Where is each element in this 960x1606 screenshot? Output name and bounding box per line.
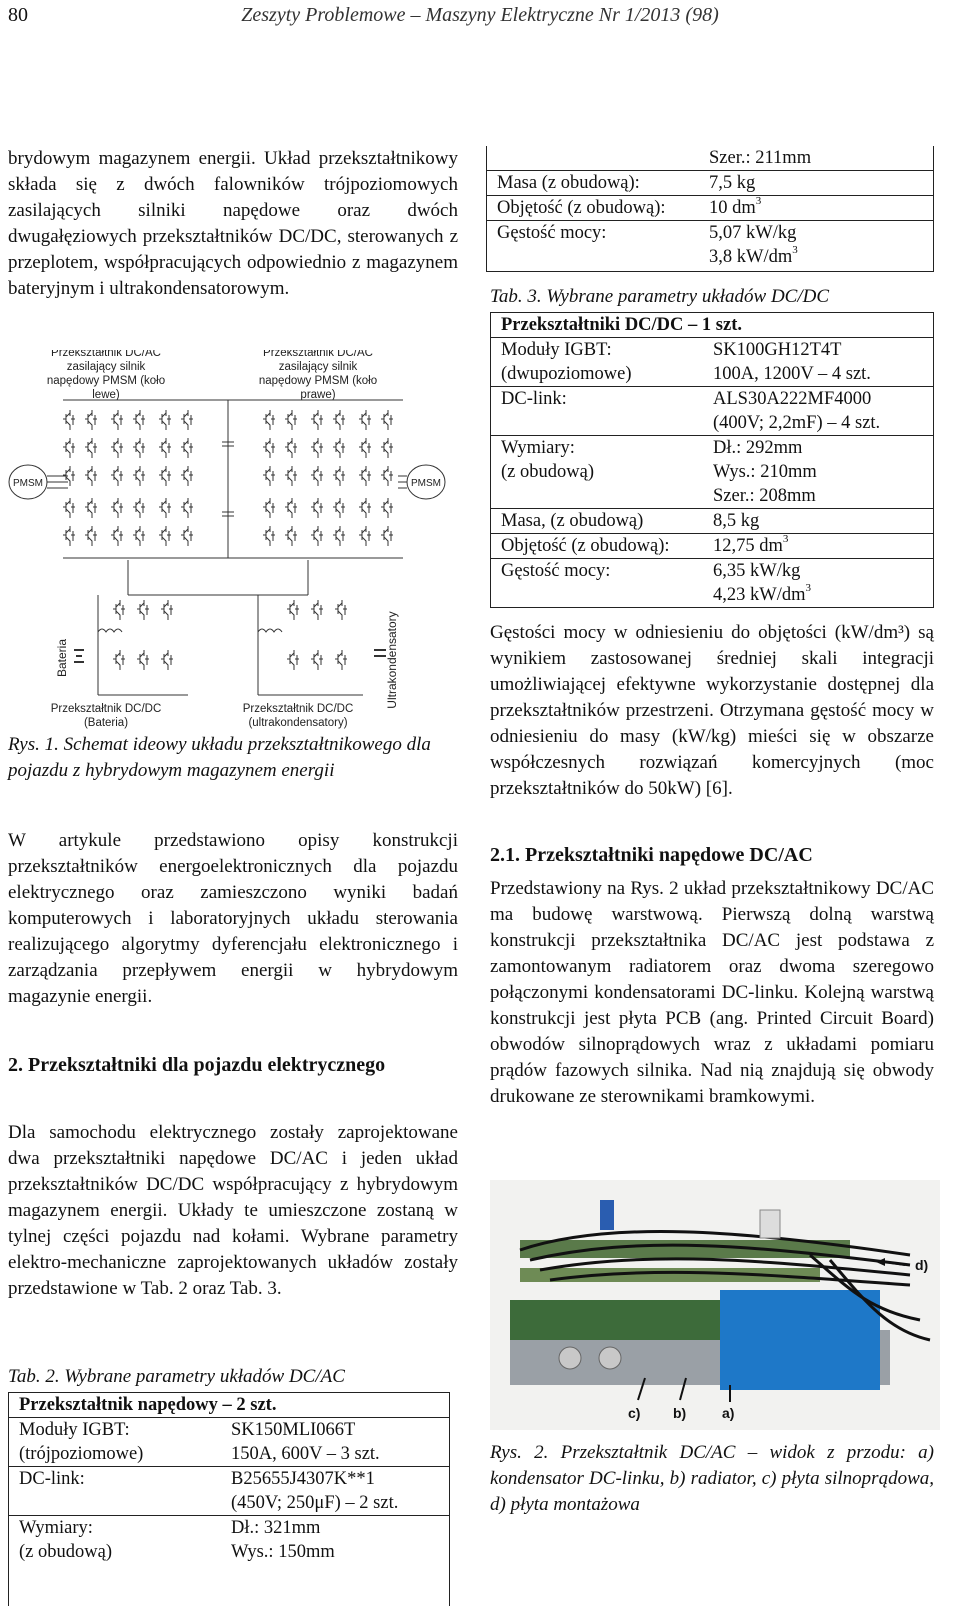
fig2-label-a: a) [722, 1405, 735, 1421]
tab2c-sup: 3 [792, 244, 798, 256]
igbt-switch [285, 410, 297, 430]
caption-text: Rys. 2. Przekształtnik DC/AC – widok z przodu: a) kondensator DC-linku, b) radiator, c) płyta silnoprądowa, d) płyta montażowa [490, 1442, 934, 1515]
igbt-switch [285, 466, 297, 486]
converter-photo-illustration [490, 1180, 940, 1430]
caption-text: Tab. 3. Wybrane parametry układów DC/DC [490, 286, 830, 307]
tab2-cell: DC-link: [19, 1469, 85, 1489]
tab2-cell: Wys.: 150mm [231, 1542, 335, 1562]
tab3-cell: Wymiary: [501, 438, 575, 458]
igbt-switch [113, 600, 125, 620]
figure-2-caption [490, 1440, 934, 1518]
tab3-cell: DC-link: [501, 389, 567, 409]
igbt-switch [85, 466, 97, 486]
tab2-cell: 150A, 600V – 3 szt. [231, 1444, 380, 1464]
table-2-caption [8, 1364, 458, 1390]
tab3-cell: (dwupoziomowe) [501, 364, 632, 384]
igbt-switch [381, 498, 393, 518]
tab3-cell: Moduły IGBT: [501, 340, 612, 360]
igbt-switch [161, 650, 173, 670]
caption-text: Rys. 1. Schemat ideowy układu przekształtnikowego dla pojazdu z hybrydowym magazynem energii [8, 734, 431, 781]
igbt-switch [311, 410, 323, 430]
paragraph-text: Dla samochodu elektrycznego zostały zaprojektowane dwa przekształtniki napędowe DC/AC i jeden układ przekształtników DC/DC współpracujący z hybrydowym magazynem energii. Układy te umieszczone zostaną w tylnej części pojazdu nad kołami. Wybrane parametry elektro-mechaniczne zaprojektowanych układów zostały przedstawione w Tab. 2 oraz Tab. 3. [8, 1122, 458, 1299]
tab2c-key: Gęstość mocy: [497, 223, 607, 243]
journal-title: Zeszyty Problemowe – Maszyny Elektryczne Nr 1/2013 (98) [241, 4, 719, 26]
igbt-switch [133, 498, 145, 518]
tab2c-key: Masa (z obudową): [497, 173, 640, 193]
fig1-label-tl-3: napędowy PMSM (koło [46, 375, 166, 387]
tab3-cell: Objętość (z obudową): [501, 536, 670, 556]
tab3-cell: 6,35 kW/kg [713, 561, 801, 581]
igbt-switch [381, 466, 393, 486]
tab2c-sup: 3 [755, 195, 762, 207]
igbt-switch [285, 498, 297, 518]
tab3-sup: 3 [782, 533, 789, 545]
igbt-switch [85, 410, 97, 430]
igbt-switch [133, 466, 145, 486]
tab3-cell: 100A, 1200V – 4 szt. [713, 364, 871, 384]
igbt-switch [181, 438, 193, 458]
fig1-label-br-1: Przekształtnik DC/DC [242, 703, 354, 715]
tab3-cell: Gęstość mocy: [501, 561, 611, 581]
igbt-switch [359, 526, 371, 546]
tab2-cell: Wymiary: [19, 1518, 93, 1538]
igbt-switch [311, 526, 323, 546]
igbt-switch [63, 526, 75, 546]
igbt-switch [285, 526, 297, 546]
tab2-cell: SK150MLI066T [231, 1420, 356, 1440]
igbt-switch [263, 410, 275, 430]
fig1-label-bl-1: Przekształtnik DC/DC [50, 703, 162, 715]
fig1-label-tr-3: napędowy PMSM (koło [258, 375, 378, 387]
figure-1-caption [8, 732, 458, 784]
igbt-switch [333, 466, 345, 486]
figure-1-schematic [8, 350, 458, 746]
igbt-switch [137, 600, 149, 620]
igbt-switch [263, 438, 275, 458]
paragraph-text: W artykule przedstawiono opisy konstrukcji przekształtników energoelektronicznych dla pojazdu elektrycznego oraz zamieszczono wyniki badań komputerowych i laboratoryjnych układu sterowania realizującego algorytmy dyferencjału elektronicznego i zarządzania przepływem energii w hybrydowym magazynie energii. [8, 830, 458, 1007]
igbt-switch [181, 410, 193, 430]
fig1-label-tl-2: zasilający silnik [66, 361, 146, 373]
paragraph-text: brydowym magazynem energii. Układ przekształtnikowy składa się z dwóch falowników trójpoziomowych zasilających silniki napędowe oraz dwóch dwugałęziowych przekształtników DC/DC, sterowanych z przeplotem, współpracujących odpowiednio z magazynem bateryjnym i ultrakondensatorowym. [8, 148, 458, 299]
tab2c-value: 5,07 kW/kg [709, 223, 797, 243]
igbt-switch [335, 600, 347, 620]
power-pcb-shape [510, 1300, 720, 1340]
igbt-switch [159, 526, 171, 546]
igbt-switch [263, 498, 275, 518]
igbt-switch [133, 410, 145, 430]
igbt-switch [137, 650, 149, 670]
igbt-switch [285, 438, 297, 458]
igbt-switch [333, 438, 345, 458]
igbt-switch [381, 438, 393, 458]
right-paragraph-2 [490, 876, 934, 1110]
igbt-switch [85, 498, 97, 518]
igbt-switch [381, 410, 393, 430]
fig1-label-tl-4: lewe) [92, 389, 120, 401]
igbt-switch [333, 410, 345, 430]
igbt-switch [359, 438, 371, 458]
igbt-switch [181, 526, 193, 546]
igbt-switch [113, 650, 125, 670]
tab3-cell: SK100GH12T4T [713, 340, 842, 360]
tab2c-value: Szer.: 211mm [709, 148, 812, 168]
igbt-switch [359, 498, 371, 518]
fig1-label-br-2: (ultrakondensatory) [248, 717, 348, 729]
igbt-switch [263, 466, 275, 486]
igbt-switch [63, 410, 75, 430]
tab2c-key: Objętość (z obudową): [497, 198, 666, 218]
mounting-plate-shape [520, 1240, 850, 1258]
igbt-switch [111, 410, 123, 430]
right-paragraph-1 [490, 620, 934, 802]
fig2-label-b: b) [673, 1405, 687, 1421]
table-3-head: Przekształtniki DC/DC – 1 szt. [501, 315, 742, 335]
igbt-switch [111, 498, 123, 518]
igbt-switch [63, 438, 75, 458]
ultrakondensatory-label: Ultrakondensatory [385, 611, 399, 709]
igbt-switch [159, 498, 171, 518]
fig1-label-tr-4: prawe) [300, 389, 336, 401]
fig1-label-bl-2: (Bateria) [83, 717, 129, 729]
igbt-switch [287, 650, 299, 670]
igbt-switch [311, 650, 323, 670]
fig1-label-tr-2: zasilający silnik [278, 361, 358, 373]
pmsm-left-label: PMSM [13, 478, 43, 489]
fig2-label-c: c) [628, 1405, 641, 1421]
igbt-switch [159, 410, 171, 430]
table-2-head: Przekształtnik napędowy – 2 szt. [19, 1395, 277, 1415]
igbt-switch [181, 498, 193, 518]
section-2-heading [8, 1052, 458, 1078]
tab2-cell: B25655J4307K**1 [231, 1469, 375, 1489]
igbt-switch [133, 438, 145, 458]
paragraph-text: Przedstawiony na Rys. 2 układ przekształtnikowy DC/AC ma budowę warstwową. Pierwszą dolną warstwą konstrukcji przekształtnika DC/AC jest podstawa z zamontowanym radiatorem oraz dwoma szeregowo połączonymi kondensatorami DC-linku. Kolejną warstwą konstrukcji jest płyta PCB (ang. Printed Circuit Board) obwodów silnoprądowych wraz z układami pomiaru prądów fazowych silnika. Nad nią znajdują się obwody drukowane ze sterownikami bramkowymi. [490, 878, 934, 1107]
page-number: 80 [8, 4, 28, 26]
circuit-diagram [8, 350, 458, 746]
igbt-switch [381, 526, 393, 546]
igbt-switch [311, 466, 323, 486]
table-2 [8, 1392, 450, 1606]
table-3 [490, 312, 934, 608]
capacitor-blue-shape [720, 1290, 880, 1390]
tab3-cell: ALS30A222MF4000 [713, 389, 872, 409]
paragraph-text: Gęstości mocy w odniesieniu do objętości (kW/dm³) są wynikiem zastosowanej średniej skali integracji umożliwiającej efektywne wykorzystanie dostępnej dla przekształtników przestrzeni. Otrzymana gęstość mocy w odniesieniu do masy (kW/kg) mieści się w obszarze współczesnych rozwiązań komercyjnych (moc przekształtników do 50kW) [6]. [490, 622, 934, 799]
igbt-switch [159, 438, 171, 458]
igbt-switch [333, 526, 345, 546]
tab2-cell: (z obudową) [19, 1542, 112, 1562]
tab3-cell: (400V; 2,2mF) – 4 szt. [713, 413, 881, 433]
igbt-switch [263, 526, 275, 546]
igbt-switch [161, 600, 173, 620]
caption-text: Tab. 2. Wybrane parametry układów DC/AC [8, 1366, 345, 1387]
section-2-1-heading [490, 842, 934, 868]
igbt-switch [311, 600, 323, 620]
tab3-cell: Masa, (z obudową) [501, 511, 644, 531]
tab2-cell: Moduły IGBT: [19, 1420, 130, 1440]
fig1-label-tl-1: Przekształtnik DC/AC [51, 350, 161, 359]
igbt-switch [287, 600, 299, 620]
tab3-cell: (z obudową) [501, 462, 594, 482]
tab2c-value: 10 dm [709, 198, 756, 218]
tab3-sup: 3 [805, 582, 811, 594]
tab2-cell: Dł.: 321mm [231, 1518, 321, 1538]
bateria-label: Bateria [55, 638, 69, 678]
igbt-switch [111, 526, 123, 546]
left-paragraph-3 [8, 1120, 458, 1302]
igbt-switch [311, 498, 323, 518]
igbt-switch [159, 466, 171, 486]
figure-2-photo [490, 1180, 940, 1430]
tab2c-value: 3,8 kW/dm [709, 247, 793, 267]
page-header [8, 4, 952, 38]
inductor [258, 629, 282, 632]
igbt-switch [335, 650, 347, 670]
igbt-switch [85, 526, 97, 546]
tab2-cell: (450V; 250μF) – 2 szt. [231, 1493, 399, 1513]
table-2-continued [486, 146, 934, 272]
heading-text: 2.1. Przekształtniki napędowe DC/AC [490, 844, 813, 866]
fig1-label-tr-1: Przekształtnik DC/AC [263, 350, 373, 359]
igbt-switch [311, 438, 323, 458]
tab3-cell: 12,75 dm [713, 536, 783, 556]
igbt-switch [111, 466, 123, 486]
table-3-caption [490, 284, 940, 310]
pmsm-right-label: PMSM [411, 478, 441, 489]
igbt-switch [133, 526, 145, 546]
tab3-cell: Szer.: 208mm [713, 486, 816, 506]
igbt-switch [111, 438, 123, 458]
igbt-switch [63, 498, 75, 518]
inductor [98, 629, 122, 632]
tab2-cell: (trójpoziomowe) [19, 1444, 144, 1464]
tab3-cell: Wys.: 210mm [713, 462, 817, 482]
tab3-cell: Dł.: 292mm [713, 438, 803, 458]
igbt-switch [333, 498, 345, 518]
igbt-switch [85, 438, 97, 458]
igbt-switch [181, 466, 193, 486]
igbt-switch [359, 410, 371, 430]
fig2-label-d: d) [915, 1257, 929, 1273]
tab3-cell: 8,5 kg [713, 511, 760, 531]
left-paragraph-1 [8, 146, 458, 302]
tab3-cell: 4,23 kW/dm [713, 585, 806, 605]
left-paragraph-2 [8, 828, 458, 1010]
heading-text: 2. Przekształtniki dla pojazdu elektrycznego [8, 1054, 386, 1076]
igbt-switch [359, 466, 371, 486]
tab2c-value: 7,5 kg [709, 173, 756, 193]
